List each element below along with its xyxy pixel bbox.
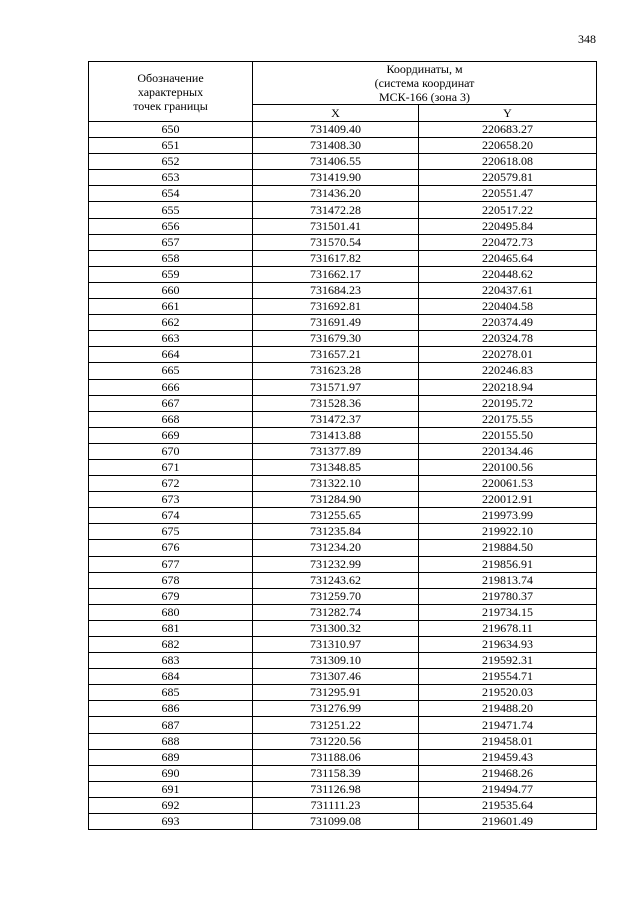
header-coords-line: (система координат [374,76,475,90]
header-col-y: Y [419,105,597,122]
table-header [89,62,597,122]
table-row [89,234,597,250]
cell-point-number: 688 [89,733,253,749]
table-row [89,443,597,459]
header-coords-line: Координаты, м [386,62,463,76]
cell-x: 731234.20 [253,540,419,556]
cell-point-number: 657 [89,234,253,250]
cell-x: 731691.49 [253,315,419,331]
header-coordinates [253,62,597,105]
cell-point-number: 680 [89,604,253,620]
cell-y: 219494.77 [419,781,597,797]
cell-point-number: 686 [89,701,253,717]
cell-x: 731617.82 [253,250,419,266]
cell-y: 219471.74 [419,717,597,733]
cell-x: 731282.74 [253,604,419,620]
cell-x: 731126.98 [253,781,419,797]
table-row [89,122,597,138]
cell-y: 220134.46 [419,443,597,459]
table-row [89,749,597,765]
table-row [89,588,597,604]
table-row [89,202,597,218]
table-row [89,315,597,331]
cell-x: 731251.22 [253,717,419,733]
cell-x: 731623.28 [253,363,419,379]
cell-y: 220658.20 [419,138,597,154]
cell-point-number: 692 [89,797,253,813]
cell-x: 731188.06 [253,749,419,765]
cell-y: 219458.01 [419,733,597,749]
cell-y: 219973.99 [419,508,597,524]
page-number: 348 [578,32,596,46]
cell-point-number: 681 [89,620,253,636]
cell-y: 220175.55 [419,411,597,427]
cell-x: 731276.99 [253,701,419,717]
cell-point-number: 684 [89,669,253,685]
cell-x: 731348.85 [253,459,419,475]
cell-y: 220324.78 [419,331,597,347]
cell-x: 731158.39 [253,765,419,781]
cell-x: 731232.99 [253,556,419,572]
cell-point-number: 652 [89,154,253,170]
coordinates-table [88,61,597,830]
table-row [89,411,597,427]
cell-point-number: 653 [89,170,253,186]
cell-point-number: 667 [89,395,253,411]
cell-y: 220551.47 [419,186,597,202]
header-point-designation [89,62,253,122]
cell-y: 220155.50 [419,427,597,443]
header-col-x: X [253,105,419,122]
cell-y: 220374.49 [419,315,597,331]
cell-y: 220448.62 [419,266,597,282]
cell-x: 731679.30 [253,331,419,347]
table-row [89,508,597,524]
cell-x: 731413.88 [253,427,419,443]
cell-y: 220683.27 [419,122,597,138]
cell-point-number: 666 [89,379,253,395]
cell-x: 731322.10 [253,476,419,492]
cell-point-number: 676 [89,540,253,556]
cell-point-number: 674 [89,508,253,524]
cell-y: 219601.49 [419,814,597,830]
cell-y: 219813.74 [419,572,597,588]
cell-y: 219535.64 [419,797,597,813]
table-row [89,250,597,266]
table-row [89,540,597,556]
table-row [89,492,597,508]
table-row [89,347,597,363]
cell-y: 219678.11 [419,620,597,636]
cell-point-number: 664 [89,347,253,363]
table-row [89,282,597,298]
table-row [89,701,597,717]
cell-y: 219856.91 [419,556,597,572]
cell-y: 220061.53 [419,476,597,492]
cell-y: 220472.73 [419,234,597,250]
cell-x: 731284.90 [253,492,419,508]
table-body [89,122,597,830]
cell-x: 731528.36 [253,395,419,411]
cell-x: 731436.20 [253,186,419,202]
cell-y: 220437.61 [419,282,597,298]
table-row [89,379,597,395]
cell-x: 731111.23 [253,797,419,813]
cell-y: 220246.83 [419,363,597,379]
cell-point-number: 672 [89,476,253,492]
cell-x: 731259.70 [253,588,419,604]
cell-y: 220100.56 [419,459,597,475]
cell-point-number: 690 [89,765,253,781]
table-row [89,620,597,636]
cell-point-number: 670 [89,443,253,459]
cell-point-number: 679 [89,588,253,604]
cell-x: 731310.97 [253,637,419,653]
cell-y: 220465.64 [419,250,597,266]
table-row [89,218,597,234]
cell-point-number: 678 [89,572,253,588]
cell-point-number: 687 [89,717,253,733]
cell-x: 731406.55 [253,154,419,170]
header-point-line: Обозначение [137,70,204,85]
table-row [89,797,597,813]
cell-point-number: 671 [89,459,253,475]
cell-point-number: 651 [89,138,253,154]
cell-point-number: 668 [89,411,253,427]
cell-y: 220278.01 [419,347,597,363]
cell-point-number: 673 [89,492,253,508]
cell-point-number: 654 [89,186,253,202]
table-row [89,266,597,282]
cell-y: 220618.08 [419,154,597,170]
header-coords-line: МСК-166 (зона 3) [378,90,471,104]
cell-point-number: 662 [89,315,253,331]
cell-x: 731692.81 [253,299,419,315]
header-point-line: точек границы [133,98,208,113]
table-row [89,524,597,540]
cell-point-number: 665 [89,363,253,379]
table-row [89,781,597,797]
table-row [89,685,597,701]
table-row [89,765,597,781]
cell-x: 731570.54 [253,234,419,250]
cell-x: 731472.37 [253,411,419,427]
cell-y: 220012.91 [419,492,597,508]
cell-y: 219634.93 [419,637,597,653]
table-row [89,669,597,685]
table-row [89,604,597,620]
cell-x: 731235.84 [253,524,419,540]
cell-point-number: 656 [89,218,253,234]
cell-x: 731295.91 [253,685,419,701]
table-row [89,717,597,733]
cell-x: 731220.56 [253,733,419,749]
cell-y: 219884.50 [419,540,597,556]
table-row [89,299,597,315]
cell-x: 731472.28 [253,202,419,218]
cell-y: 219734.15 [419,604,597,620]
cell-point-number: 660 [89,282,253,298]
table-row [89,556,597,572]
cell-point-number: 659 [89,266,253,282]
cell-y: 219520.03 [419,685,597,701]
cell-point-number: 655 [89,202,253,218]
cell-x: 731662.17 [253,266,419,282]
cell-point-number: 685 [89,685,253,701]
cell-y: 220495.84 [419,218,597,234]
cell-x: 731243.62 [253,572,419,588]
cell-x: 731657.21 [253,347,419,363]
cell-x: 731309.10 [253,653,419,669]
table-row [89,427,597,443]
cell-x: 731419.90 [253,170,419,186]
cell-y: 219922.10 [419,524,597,540]
cell-x: 731409.40 [253,122,419,138]
table-row [89,572,597,588]
table-row [89,363,597,379]
table-row [89,814,597,830]
table-row [89,637,597,653]
cell-x: 731377.89 [253,443,419,459]
cell-x: 731684.23 [253,282,419,298]
cell-y: 219468.26 [419,765,597,781]
table-row [89,331,597,347]
table-row [89,154,597,170]
cell-y: 219780.37 [419,588,597,604]
table-row [89,395,597,411]
cell-point-number: 675 [89,524,253,540]
cell-x: 731255.65 [253,508,419,524]
table-row [89,138,597,154]
cell-x: 731571.97 [253,379,419,395]
table-row [89,476,597,492]
cell-y: 220218.94 [419,379,597,395]
cell-point-number: 677 [89,556,253,572]
cell-point-number: 683 [89,653,253,669]
table-row [89,733,597,749]
cell-point-number: 650 [89,122,253,138]
cell-point-number: 689 [89,749,253,765]
header-row-main [89,62,597,105]
cell-y: 219459.43 [419,749,597,765]
cell-x: 731408.30 [253,138,419,154]
cell-x: 731300.32 [253,620,419,636]
table-row [89,170,597,186]
cell-y: 220517.22 [419,202,597,218]
cell-point-number: 658 [89,250,253,266]
cell-point-number: 693 [89,814,253,830]
cell-x: 731501.41 [253,218,419,234]
cell-y: 219592.31 [419,653,597,669]
cell-y: 220579.81 [419,170,597,186]
cell-x: 731099.08 [253,814,419,830]
cell-point-number: 691 [89,781,253,797]
cell-x: 731307.46 [253,669,419,685]
cell-y: 220195.72 [419,395,597,411]
cell-point-number: 661 [89,299,253,315]
cell-y: 219488.20 [419,701,597,717]
cell-point-number: 682 [89,637,253,653]
table-row [89,653,597,669]
cell-point-number: 663 [89,331,253,347]
cell-y: 219554.71 [419,669,597,685]
table-row [89,459,597,475]
header-point-line: характерных [137,84,204,99]
table-row [89,186,597,202]
cell-point-number: 669 [89,427,253,443]
cell-y: 220404.58 [419,299,597,315]
